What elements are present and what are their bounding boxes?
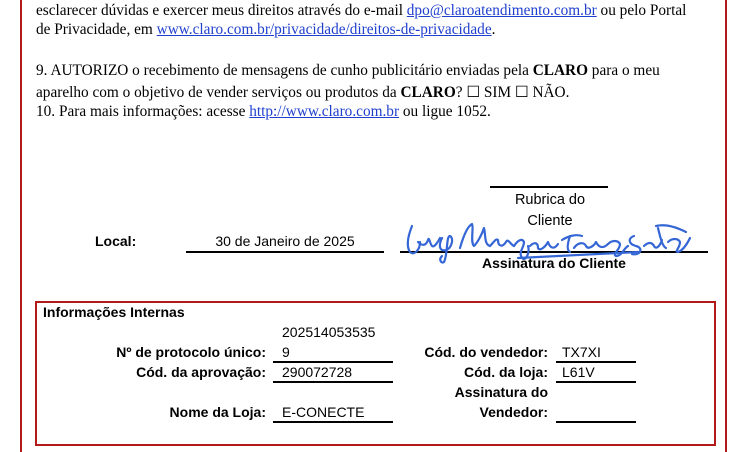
store-name-underline <box>273 421 393 423</box>
text-fragment: 10. Para mais informações: acesse <box>36 103 250 120</box>
text-fragment: . <box>491 21 496 38</box>
approval-label: Cód. da aprovação: <box>136 364 266 380</box>
internal-info-title: Informações Internas <box>43 304 185 320</box>
seller-code-underline <box>556 361 636 363</box>
page-border-left <box>20 0 22 452</box>
brand-name: CLARO <box>532 62 588 79</box>
rubrica-line <box>490 186 608 188</box>
privacy-portal-link[interactable]: www.claro.com.br/privacidade/direitos-de-privacidade <box>156 21 492 38</box>
store-name-label: Nome da Loja: <box>169 404 266 420</box>
item-9-line-1 <box>36 62 660 80</box>
text-fragment: de Privacidade, em <box>36 21 157 38</box>
store-code-underline <box>556 381 636 383</box>
seller-signature-underline <box>556 421 636 423</box>
rubrica-label: Rubrica do Cliente <box>514 192 586 229</box>
client-signature-label: Assinatura do Cliente <box>482 255 626 271</box>
seller-code-label: Cód. do vendedor: <box>424 344 548 360</box>
consent-options: ? ☐ SIM ☐ NÃO. <box>455 84 570 101</box>
claro-website-link[interactable]: http://www.claro.com.br <box>249 103 400 120</box>
brand-name: CLARO <box>400 84 456 101</box>
seller-signature-label-2: Vendedor: <box>479 404 548 420</box>
dpo-email-link[interactable]: dpo@claroatendimento.com.br <box>406 2 597 19</box>
local-label: Local: <box>95 233 137 249</box>
page-border-right <box>725 0 727 452</box>
seller-code-value: TX7XI <box>562 344 601 360</box>
local-underline <box>186 251 384 253</box>
protocol-label: Nº de protocolo único: <box>116 344 266 360</box>
store-code-value: L61V <box>562 364 595 380</box>
privacy-text-line-2 <box>36 21 495 39</box>
protocol-underline <box>273 361 393 363</box>
text-fragment: para o meu <box>587 62 660 79</box>
local-value: 30 de Janeiro de 2025 <box>215 233 355 249</box>
text-fragment: esclarecer dúvidas e exercer meus direitos através do e-mail <box>36 2 407 19</box>
text-fragment: ou ligue 1052. <box>399 103 491 120</box>
item-10-line <box>36 103 491 121</box>
store-code-label: Cód. da loja: <box>464 364 548 380</box>
protocol-value-line-1: 202514053535 <box>282 324 376 340</box>
text-fragment: 9. AUTORIZO o recebimento de mensagens de cunho publicitário enviadas pela <box>36 62 533 79</box>
approval-value: 290072728 <box>282 364 353 380</box>
store-name-value: E-CONECTE <box>282 404 365 420</box>
approval-underline <box>273 381 393 383</box>
protocol-spacer <box>273 340 393 342</box>
privacy-text-line-1 <box>36 2 686 20</box>
text-fragment: aparelho com o objetivo de vender serviços ou produtos da <box>36 84 401 101</box>
item-9-line-2 <box>36 83 569 102</box>
seller-signature-label-1: Assinatura do <box>454 384 548 400</box>
protocol-value-line-2: 9 <box>282 344 290 360</box>
text-fragment: ou pelo Portal <box>596 2 687 19</box>
client-handwritten-signature <box>398 212 694 264</box>
